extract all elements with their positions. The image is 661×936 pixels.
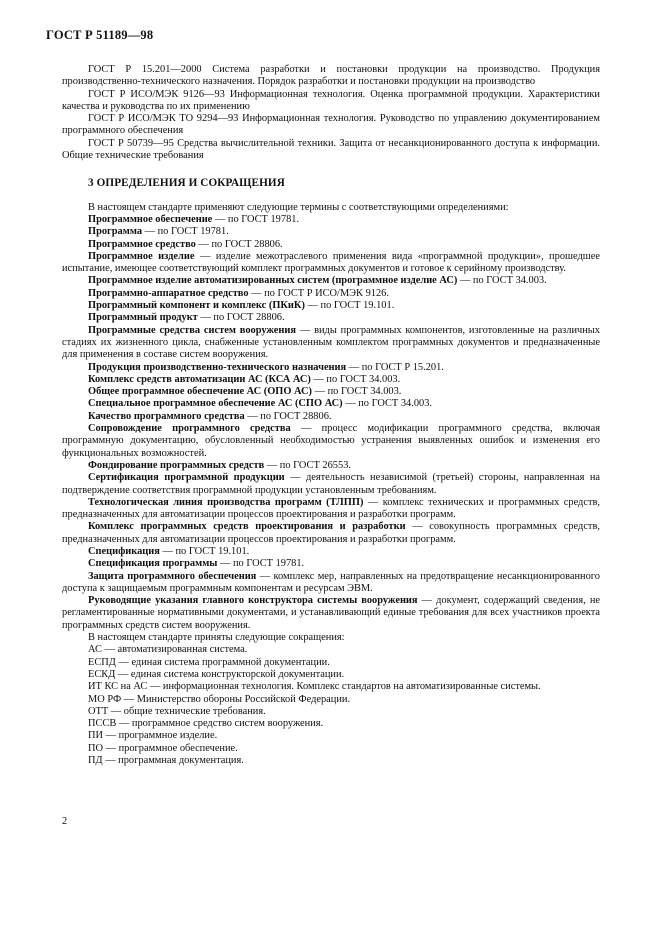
term-name: Продукция производственно-технического назначения — [88, 361, 347, 373]
term-definition: — изделие межотраслевого применения вида «программной продукции», прошедшее испытание, имеющее соответствующий комплект программных документов и готовое к серийному производству. — [62, 250, 600, 275]
document-body — [62, 64, 600, 767]
abbreviations-intro: В настоящем стандарте приняты следующие сокращения: — [88, 632, 345, 644]
term-name: Программно-аппаратное средство — [88, 287, 249, 299]
term-item — [62, 251, 600, 276]
term-name: Сертификация программной продукции — [88, 472, 285, 484]
term-name: Общее программное обеспечение АС (ОПО АС) — [88, 386, 313, 398]
term-name: Качество программного средства — [88, 410, 245, 422]
term-name: Специальное программное обеспечение АС (СПО АС) — [88, 398, 343, 410]
reference-item: ГОСТ Р ИСО/МЭК ТО 9294—93 Информационная технология. Руководство по управлению документированием программного обеспечения — [62, 113, 600, 137]
term-item — [62, 411, 600, 423]
term-definition: — по ГОСТ 19781. — [142, 226, 229, 238]
abbreviation-item: МО РФ — Министерство обороны Российской Федерации. — [88, 693, 351, 705]
term-item — [62, 571, 600, 596]
term-definition: — комплекс технических и программных средств, предназначенных для автоматизации процессов проектирования и разработки программ. — [62, 496, 600, 521]
term-name: Программный компонент и комплекс (ПКиК) — [88, 300, 305, 312]
term-name: Комплекс программных средств проектирования и разработки — [88, 521, 406, 533]
term-definition: — по ГОСТ 28806. — [195, 238, 283, 250]
term-definition: — по ГОСТ 34.003. — [457, 275, 547, 287]
term-item — [62, 460, 600, 472]
term-definition: — по ГОСТ 34.003. — [342, 398, 433, 410]
term-definition: — комплекс мер, направленных на предотвращение несанкционированного доступа к защищаемым программным компонентам и ресурсам ЭВМ. — [62, 570, 601, 594]
term-name: Программное обеспечение — [88, 213, 213, 225]
term-definition: — по ГОСТ 19781. — [217, 558, 305, 570]
term-item — [62, 398, 600, 410]
abbreviation-item: ПО — программное обеспечение. — [88, 742, 238, 754]
term-item — [62, 275, 600, 287]
term-name: Программное изделие автоматизированных систем (программное изделие АС) — [88, 275, 458, 287]
terms-intro: В настоящем стандарте применяют следующие термины с соответствующими определениями: — [88, 201, 509, 213]
term-name: Программные средства систем вооружения — [88, 324, 297, 336]
term-name: Технологическая линия производства программ (ТЛПП) — [88, 496, 364, 508]
abbreviation-item: АС — автоматизированная система. — [88, 644, 248, 656]
term-definition: — по ГОСТ 19.101. — [159, 545, 250, 557]
term-name: Комплекс средств автоматизации АС (КСА АС) — [88, 373, 311, 385]
term-name: Программное изделие — [88, 250, 195, 262]
term-item — [62, 546, 600, 558]
section-title: 3 ОПРЕДЕЛЕНИЯ И СОКРАЩЕНИЯ — [88, 177, 285, 190]
reference-item: ГОСТ Р ИСО/МЭК 9126—93 Информационная технология. Оценка программной продукции. Характеристики качества и руководства по их применению — [62, 88, 600, 112]
term-item — [62, 558, 600, 570]
term-name: Программный продукт — [88, 312, 198, 324]
term-definition: — по ГОСТ 26553. — [264, 459, 351, 471]
term-name: Спецификация — [88, 545, 160, 557]
abbreviation-item: ПИ — программное изделие. — [88, 730, 218, 742]
term-name: Руководящие указания главного конструктора системы вооружения — [88, 595, 418, 607]
abbreviation-item: ПССВ — программное средство систем вооружения. — [88, 718, 324, 730]
term-item — [62, 300, 600, 312]
term-item — [62, 312, 600, 324]
term-item — [62, 239, 600, 251]
term-definition: — деятельность независимой (третьей) стороны, направленная на подтверждение соответствия программной продукции установленным требованиям. — [62, 472, 600, 496]
term-item — [62, 472, 600, 497]
term-definition: — по ГОСТ Р 15.201. — [346, 361, 444, 373]
abbreviations-list — [62, 644, 600, 767]
term-item — [62, 374, 600, 386]
term-item — [62, 288, 600, 300]
term-item — [62, 595, 600, 632]
term-definition: — по ГОСТ 28806. — [197, 312, 285, 324]
term-name: Программа — [88, 226, 143, 238]
references-list — [62, 64, 600, 162]
term-item — [62, 497, 600, 522]
abbreviation-item: ЕСКД — единая система конструкторской документации. — [88, 668, 345, 680]
term-item — [62, 423, 600, 460]
term-name: Спецификация программы — [88, 558, 218, 570]
term-name: Фондирование программных средств — [88, 459, 265, 471]
term-item — [62, 325, 600, 362]
term-definition: — виды программных компонентов, изготовленные на различных стадиях их жизненного цикла, снабженные установленным комплектом программных документов и предназначенные для применения в составе систем вооружения. — [62, 324, 600, 361]
term-item — [62, 521, 600, 546]
document-header: ГОСТ Р 51189—98 — [46, 28, 154, 42]
term-definition: — по ГОСТ 34.003. — [312, 386, 402, 398]
term-definition: — по ГОСТ Р ИСО/МЭК 9126. — [248, 287, 389, 299]
term-definition: — совокупность программных средств, предназначенных для автоматизации процессов проектирования и разработки программ. — [62, 521, 600, 545]
reference-item: ГОСТ Р 15.201—2000 Система разработки и постановки продукции на производство. Продукция производственно-технического назначения. Порядок разработки и постановки продукции на производство — [62, 64, 600, 88]
term-definition: — по ГОСТ 19781. — [212, 213, 300, 225]
term-name: Защита программного обеспечения — [88, 570, 257, 582]
term-item — [62, 362, 600, 374]
term-item — [62, 214, 600, 226]
term-definition: — по ГОСТ 34.003. — [310, 373, 401, 385]
term-item — [62, 226, 600, 238]
abbreviation-item: ЕСПД — единая система программной документации. — [88, 656, 330, 668]
abbreviation-item: ИТ КС на АС — информационная технология. Комплекс стандартов на автоматизированные системы. — [88, 681, 541, 693]
abbreviation-item: ОТТ — общие технические требования. — [88, 705, 266, 717]
term-name: Программное средство — [88, 238, 196, 250]
abbreviation-item: ПД — программная документация. — [88, 755, 244, 767]
page-number: 2 — [62, 816, 68, 827]
term-item — [62, 386, 600, 398]
term-definition: — документ, содержащий сведения, не регламентированные нормативными документами, и устанавливающий единые требования для всех участников проекта программных средств систем вооружения. — [62, 595, 600, 631]
reference-item: ГОСТ Р 50739—95 Средства вычислительной техники. Защита от несанкционированного доступа к информации. Общие технические требования — [62, 137, 600, 162]
term-name: Сопровождение программного средства — [88, 423, 291, 435]
term-definition: — по ГОСТ 19.101. — [304, 300, 395, 312]
term-definition: — по ГОСТ 28806. — [244, 410, 332, 422]
terms-list — [62, 214, 600, 632]
term-definition: — процесс модификации программного средства, включая программную документацию, обусловленный необходимостью устранения выявленных ошибок и изменения его функциональных возможностей. — [62, 423, 600, 459]
